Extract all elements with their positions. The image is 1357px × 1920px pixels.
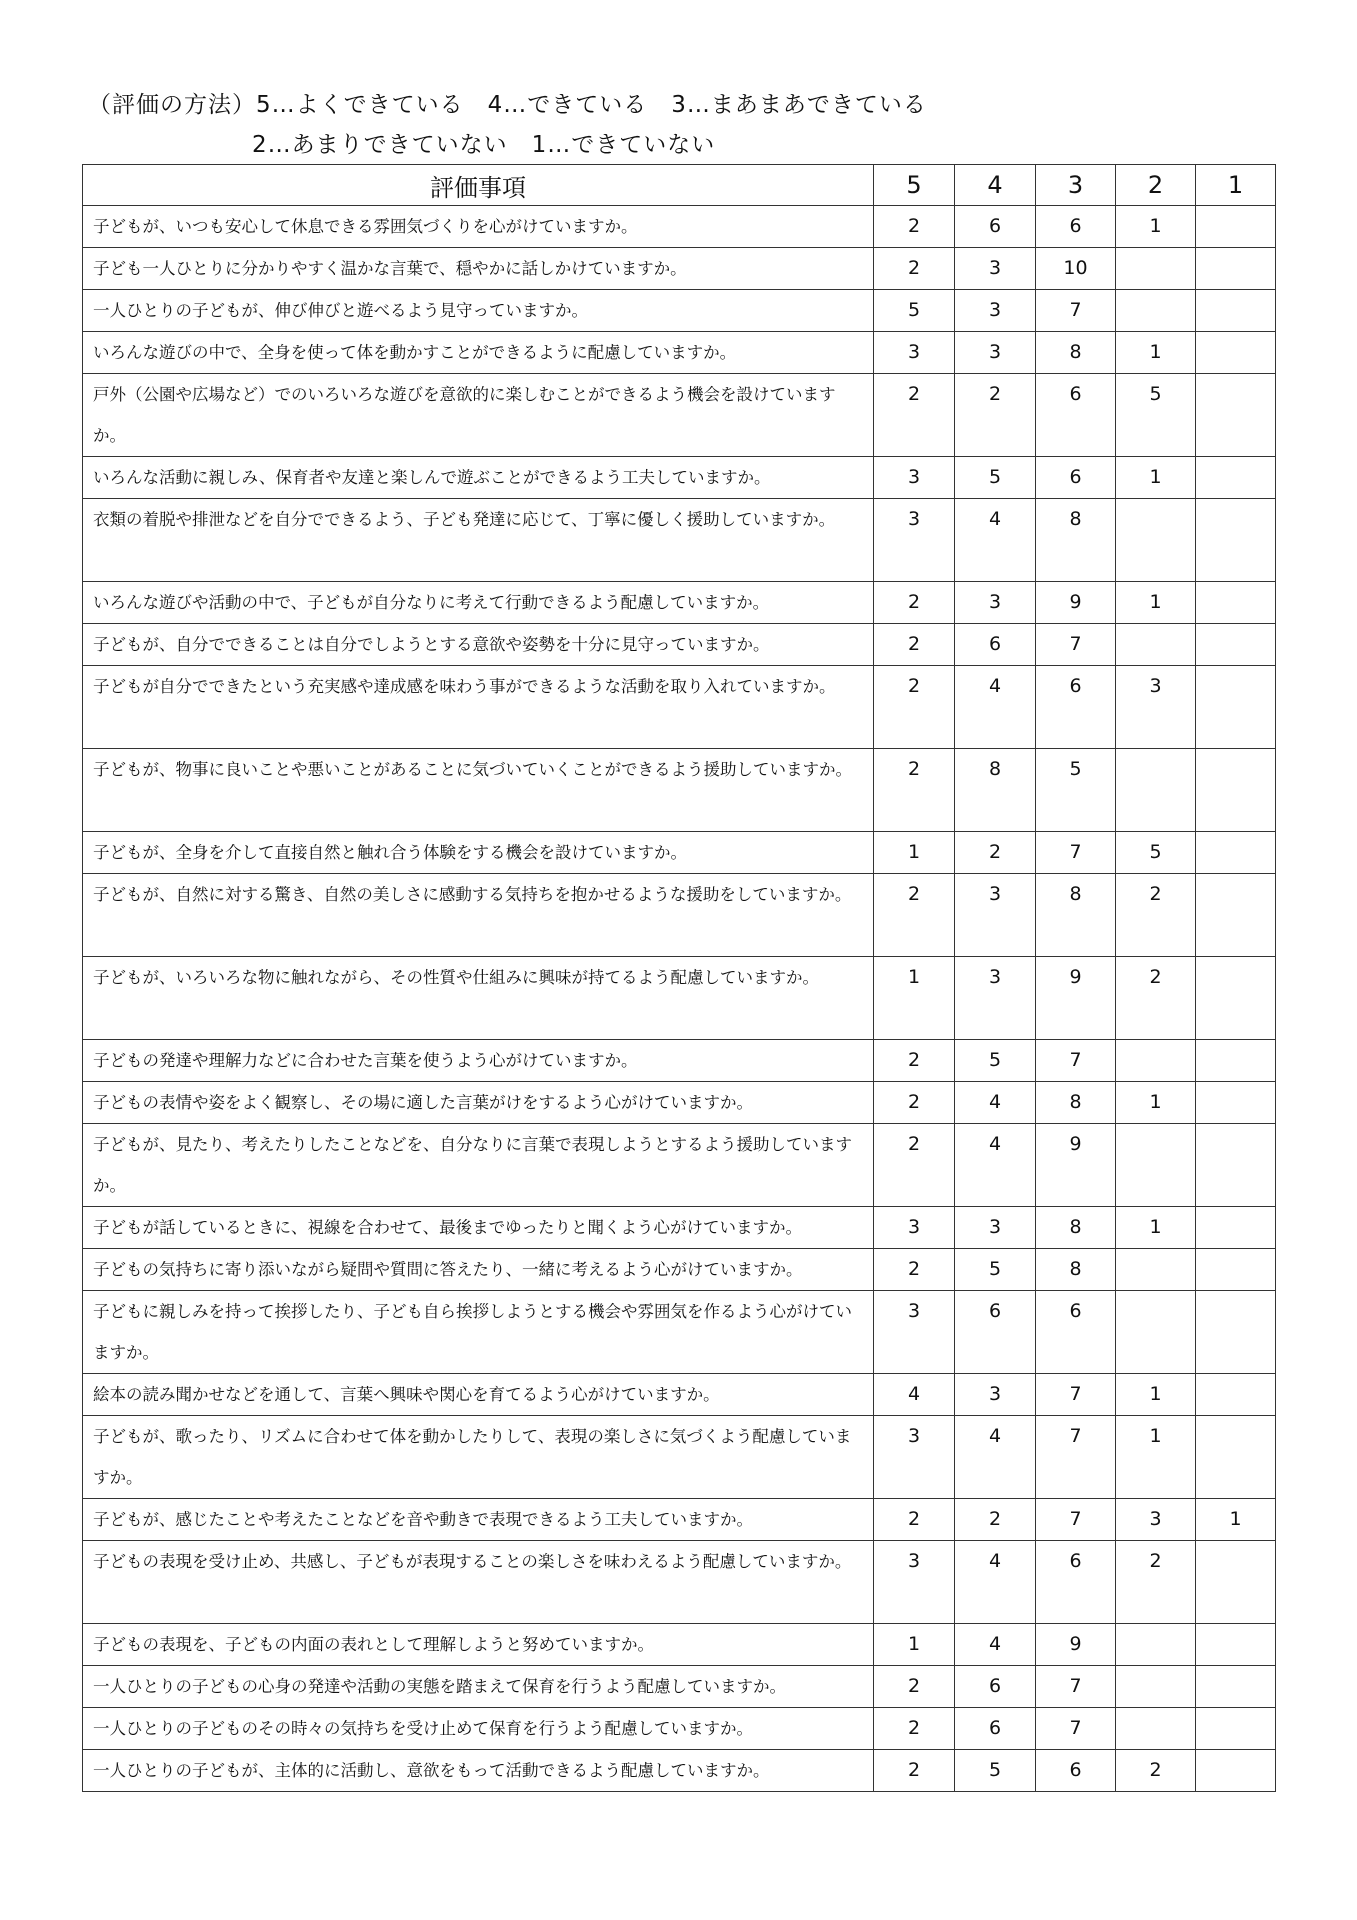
table-row xyxy=(83,206,1276,248)
row-item-text: 一人ひとりの子どもが、伸び伸びと遊べるよう見守っていますか。 xyxy=(83,290,874,332)
score-5-count: 1 xyxy=(874,832,955,874)
score-4-count: 3 xyxy=(955,957,1036,1040)
score-3-count: 7 xyxy=(1036,1666,1116,1708)
score-3-count: 7 xyxy=(1036,1374,1116,1416)
score-3-count: 6 xyxy=(1036,206,1116,248)
row-item-text: 子どもが、感じたことや考えたことなどを音や動きで表現できるよう工夫していますか。 xyxy=(83,1499,874,1541)
score-4-count: 4 xyxy=(955,1416,1036,1499)
table-row xyxy=(83,874,1276,957)
score-3-count: 9 xyxy=(1036,957,1116,1040)
row-item-text: 子どもの表現を、子どもの内面の表れとして理解しようと努めていますか。 xyxy=(83,1624,874,1666)
table-row xyxy=(83,832,1276,874)
score-5-count: 3 xyxy=(874,332,955,374)
table-row xyxy=(83,1416,1276,1499)
score-5-count: 3 xyxy=(874,1541,955,1624)
header-score-2: 2 xyxy=(1116,165,1196,206)
score-3-count: 8 xyxy=(1036,874,1116,957)
score-2-count xyxy=(1116,1124,1196,1207)
score-1-count xyxy=(1196,1750,1276,1792)
score-1-count xyxy=(1196,206,1276,248)
table-row xyxy=(83,1666,1276,1708)
table-row xyxy=(83,1750,1276,1792)
row-item-text: いろんな遊びの中で、全身を使って体を動かすことができるように配慮していますか。 xyxy=(83,332,874,374)
score-1-count xyxy=(1196,1040,1276,1082)
score-4-count: 5 xyxy=(955,1249,1036,1291)
score-1-count xyxy=(1196,957,1276,1040)
row-item-text: 子どもが、歌ったり、リズムに合わせて体を動かしたりして、表現の楽しさに気づくよう配慮していますか。 xyxy=(83,1416,874,1499)
score-5-count: 1 xyxy=(874,1624,955,1666)
row-item-text: 子ども一人ひとりに分かりやすく温かな言葉で、穏やかに話しかけていますか。 xyxy=(83,248,874,290)
table-row xyxy=(83,1207,1276,1249)
score-3-count: 7 xyxy=(1036,832,1116,874)
score-1-count xyxy=(1196,874,1276,957)
score-4-count: 4 xyxy=(955,1624,1036,1666)
score-2-count xyxy=(1116,1291,1196,1374)
table-row xyxy=(83,666,1276,749)
score-4-count: 3 xyxy=(955,248,1036,290)
score-1-count xyxy=(1196,624,1276,666)
score-2-count xyxy=(1116,1666,1196,1708)
score-2-count: 1 xyxy=(1116,582,1196,624)
score-3-count: 8 xyxy=(1036,1249,1116,1291)
score-2-count: 2 xyxy=(1116,1541,1196,1624)
score-3-count: 7 xyxy=(1036,624,1116,666)
score-3-count: 6 xyxy=(1036,666,1116,749)
score-5-count: 2 xyxy=(874,624,955,666)
table-row xyxy=(83,1708,1276,1750)
score-4-count: 6 xyxy=(955,1708,1036,1750)
score-5-count: 3 xyxy=(874,1207,955,1249)
row-item-text: 子どもの表情や姿をよく観察し、その場に適した言葉がけをするよう心がけていますか。 xyxy=(83,1082,874,1124)
score-2-count: 3 xyxy=(1116,666,1196,749)
score-4-count: 5 xyxy=(955,457,1036,499)
score-3-count: 7 xyxy=(1036,1416,1116,1499)
score-1-count xyxy=(1196,1624,1276,1666)
score-3-count: 6 xyxy=(1036,1541,1116,1624)
score-4-count: 5 xyxy=(955,1750,1036,1792)
row-item-text: 子どもが、自然に対する驚き、自然の美しさに感動する気持ちを抱かせるような援助をしていますか。 xyxy=(83,874,874,957)
score-4-count: 6 xyxy=(955,1291,1036,1374)
score-4-count: 4 xyxy=(955,1082,1036,1124)
row-item-text: 子どもが、全身を介して直接自然と触れ合う体験をする機会を設けていますか。 xyxy=(83,832,874,874)
score-5-count: 2 xyxy=(874,1040,955,1082)
score-2-count xyxy=(1116,290,1196,332)
score-3-count: 6 xyxy=(1036,457,1116,499)
score-3-count: 5 xyxy=(1036,749,1116,832)
score-4-count: 3 xyxy=(955,582,1036,624)
header-score-1: 1 xyxy=(1196,165,1276,206)
row-item-text: 子どもが、自分でできることは自分でしようとする意欲や姿勢を十分に見守っていますか。 xyxy=(83,624,874,666)
score-4-count: 6 xyxy=(955,1666,1036,1708)
score-4-count: 5 xyxy=(955,1040,1036,1082)
score-4-count: 3 xyxy=(955,1374,1036,1416)
row-item-text: 子どもが自分でできたという充実感や達成感を味わう事ができるような活動を取り入れていますか。 xyxy=(83,666,874,749)
score-2-count: 2 xyxy=(1116,874,1196,957)
score-5-count: 2 xyxy=(874,1750,955,1792)
score-2-count: 1 xyxy=(1116,1082,1196,1124)
score-4-count: 3 xyxy=(955,332,1036,374)
score-1-count xyxy=(1196,1249,1276,1291)
score-5-count: 2 xyxy=(874,874,955,957)
score-4-count: 4 xyxy=(955,499,1036,582)
score-5-count: 3 xyxy=(874,1291,955,1374)
score-5-count: 2 xyxy=(874,1082,955,1124)
table-row xyxy=(83,1374,1276,1416)
score-1-count xyxy=(1196,332,1276,374)
table-row xyxy=(83,1541,1276,1624)
score-2-count: 5 xyxy=(1116,832,1196,874)
row-item-text: 一人ひとりの子どもの心身の発達や活動の実態を踏まえて保育を行うよう配慮していますか。 xyxy=(83,1666,874,1708)
score-3-count: 8 xyxy=(1036,1082,1116,1124)
score-1-count xyxy=(1196,1708,1276,1750)
score-5-count: 2 xyxy=(874,248,955,290)
score-4-count: 4 xyxy=(955,1541,1036,1624)
table-row xyxy=(83,457,1276,499)
score-5-count: 2 xyxy=(874,1249,955,1291)
table-row xyxy=(83,332,1276,374)
score-5-count: 3 xyxy=(874,1416,955,1499)
evaluation-legend-line1: （評価の方法）5…よくできている 4…できている 3…まあまあできている xyxy=(88,92,927,118)
score-5-count: 3 xyxy=(874,457,955,499)
row-item-text: 衣類の着脱や排泄などを自分でできるよう、子ども発達に応じて、丁寧に優しく援助していますか。 xyxy=(83,499,874,582)
score-1-count xyxy=(1196,1541,1276,1624)
header-score-3: 3 xyxy=(1036,165,1116,206)
score-1-count xyxy=(1196,1207,1276,1249)
header-score-5: 5 xyxy=(874,165,955,206)
row-item-text: いろんな活動に親しみ、保育者や友達と楽しんで遊ぶことができるよう工夫していますか。 xyxy=(83,457,874,499)
table-row xyxy=(83,957,1276,1040)
table-row xyxy=(83,248,1276,290)
table-row xyxy=(83,499,1276,582)
score-1-count xyxy=(1196,1124,1276,1207)
score-5-count: 2 xyxy=(874,1666,955,1708)
row-item-text: 子どもの発達や理解力などに合わせた言葉を使うよう心がけていますか。 xyxy=(83,1040,874,1082)
row-item-text: いろんな遊びや活動の中で、子どもが自分なりに考えて行動できるよう配慮していますか。 xyxy=(83,582,874,624)
score-2-count xyxy=(1116,1708,1196,1750)
score-2-count: 5 xyxy=(1116,374,1196,457)
score-5-count: 2 xyxy=(874,749,955,832)
score-1-count xyxy=(1196,1374,1276,1416)
score-4-count: 4 xyxy=(955,1124,1036,1207)
score-5-count: 3 xyxy=(874,499,955,582)
score-2-count: 1 xyxy=(1116,457,1196,499)
score-1-count: 1 xyxy=(1196,1499,1276,1541)
table-row xyxy=(83,1124,1276,1207)
score-2-count: 2 xyxy=(1116,957,1196,1040)
score-1-count xyxy=(1196,1416,1276,1499)
score-3-count: 8 xyxy=(1036,1207,1116,1249)
score-3-count: 8 xyxy=(1036,332,1116,374)
score-4-count: 2 xyxy=(955,1499,1036,1541)
table-row xyxy=(83,1499,1276,1541)
row-item-text: 子どもが、見たり、考えたりしたことなどを、自分なりに言葉で表現しようとするよう援助していますか。 xyxy=(83,1124,874,1207)
score-1-count xyxy=(1196,582,1276,624)
score-2-count: 2 xyxy=(1116,1750,1196,1792)
score-4-count: 8 xyxy=(955,749,1036,832)
score-4-count: 2 xyxy=(955,374,1036,457)
score-5-count: 1 xyxy=(874,957,955,1040)
evaluation-table xyxy=(82,164,1276,1792)
header-score-4: 4 xyxy=(955,165,1036,206)
score-2-count xyxy=(1116,1040,1196,1082)
score-2-count xyxy=(1116,624,1196,666)
score-3-count: 9 xyxy=(1036,582,1116,624)
score-1-count xyxy=(1196,248,1276,290)
score-1-count xyxy=(1196,832,1276,874)
score-1-count xyxy=(1196,666,1276,749)
header-item: 評価事項 xyxy=(83,165,874,206)
score-1-count xyxy=(1196,457,1276,499)
table-header-row xyxy=(83,165,1276,206)
score-5-count: 2 xyxy=(874,1124,955,1207)
row-item-text: 一人ひとりの子どものその時々の気持ちを受け止めて保育を行うよう配慮していますか。 xyxy=(83,1708,874,1750)
score-5-count: 5 xyxy=(874,290,955,332)
score-4-count: 6 xyxy=(955,206,1036,248)
table-row xyxy=(83,1082,1276,1124)
score-3-count: 10 xyxy=(1036,248,1116,290)
score-4-count: 3 xyxy=(955,290,1036,332)
table-row xyxy=(83,749,1276,832)
score-2-count: 1 xyxy=(1116,206,1196,248)
score-3-count: 8 xyxy=(1036,499,1116,582)
table-row xyxy=(83,582,1276,624)
score-1-count xyxy=(1196,499,1276,582)
score-5-count: 2 xyxy=(874,374,955,457)
score-3-count: 7 xyxy=(1036,1499,1116,1541)
table-row xyxy=(83,624,1276,666)
score-4-count: 3 xyxy=(955,874,1036,957)
score-2-count: 3 xyxy=(1116,1499,1196,1541)
score-5-count: 2 xyxy=(874,206,955,248)
score-4-count: 4 xyxy=(955,666,1036,749)
score-4-count: 6 xyxy=(955,624,1036,666)
row-item-text: 子どもの気持ちに寄り添いながら疑問や質問に答えたり、一緒に考えるよう心がけていますか。 xyxy=(83,1249,874,1291)
table-row xyxy=(83,1291,1276,1374)
score-1-count xyxy=(1196,1082,1276,1124)
score-2-count xyxy=(1116,749,1196,832)
row-item-text: 子どもが、物事に良いことや悪いことがあることに気づいていくことができるよう援助していますか。 xyxy=(83,749,874,832)
score-2-count xyxy=(1116,1624,1196,1666)
score-4-count: 3 xyxy=(955,1207,1036,1249)
score-3-count: 6 xyxy=(1036,1291,1116,1374)
row-item-text: 子どもに親しみを持って挨拶したり、子ども自ら挨拶しようとする機会や雰囲気を作るよう心がけていますか。 xyxy=(83,1291,874,1374)
score-2-count: 1 xyxy=(1116,1207,1196,1249)
score-5-count: 2 xyxy=(874,1499,955,1541)
row-item-text: 子どもが、いつも安心して休息できる雰囲気づくりを心がけていますか。 xyxy=(83,206,874,248)
score-2-count: 1 xyxy=(1116,1374,1196,1416)
score-3-count: 7 xyxy=(1036,1708,1116,1750)
score-3-count: 9 xyxy=(1036,1124,1116,1207)
table-row xyxy=(83,1624,1276,1666)
row-item-text: 絵本の読み聞かせなどを通して、言葉へ興味や関心を育てるよう心がけていますか。 xyxy=(83,1374,874,1416)
score-2-count: 1 xyxy=(1116,1416,1196,1499)
score-2-count: 1 xyxy=(1116,332,1196,374)
row-item-text: 子どもが話しているときに、視線を合わせて、最後までゆったりと聞くよう心がけていますか。 xyxy=(83,1207,874,1249)
table-row xyxy=(83,1249,1276,1291)
score-1-count xyxy=(1196,1291,1276,1374)
score-3-count: 7 xyxy=(1036,1040,1116,1082)
table-row xyxy=(83,290,1276,332)
score-1-count xyxy=(1196,1666,1276,1708)
row-item-text: 子どもの表現を受け止め、共感し、子どもが表現することの楽しさを味わえるよう配慮していますか。 xyxy=(83,1541,874,1624)
table-row xyxy=(83,1040,1276,1082)
score-3-count: 6 xyxy=(1036,1750,1116,1792)
score-2-count xyxy=(1116,499,1196,582)
row-item-text: 子どもが、いろいろな物に触れながら、その性質や仕組みに興味が持てるよう配慮していますか。 xyxy=(83,957,874,1040)
score-1-count xyxy=(1196,290,1276,332)
score-1-count xyxy=(1196,374,1276,457)
score-1-count xyxy=(1196,749,1276,832)
score-5-count: 2 xyxy=(874,582,955,624)
score-4-count: 2 xyxy=(955,832,1036,874)
score-3-count: 7 xyxy=(1036,290,1116,332)
score-2-count xyxy=(1116,1249,1196,1291)
score-3-count: 9 xyxy=(1036,1624,1116,1666)
score-5-count: 2 xyxy=(874,666,955,749)
score-2-count xyxy=(1116,248,1196,290)
score-3-count: 6 xyxy=(1036,374,1116,457)
score-5-count: 4 xyxy=(874,1374,955,1416)
evaluation-legend-line2: 2…あまりできていない 1…できていない xyxy=(252,132,716,158)
table-row xyxy=(83,374,1276,457)
row-item-text: 戸外（公園や広場など）でのいろいろな遊びを意欲的に楽しむことができるよう機会を設けていますか。 xyxy=(83,374,874,457)
row-item-text: 一人ひとりの子どもが、主体的に活動し、意欲をもって活動できるよう配慮していますか。 xyxy=(83,1750,874,1792)
score-5-count: 2 xyxy=(874,1708,955,1750)
